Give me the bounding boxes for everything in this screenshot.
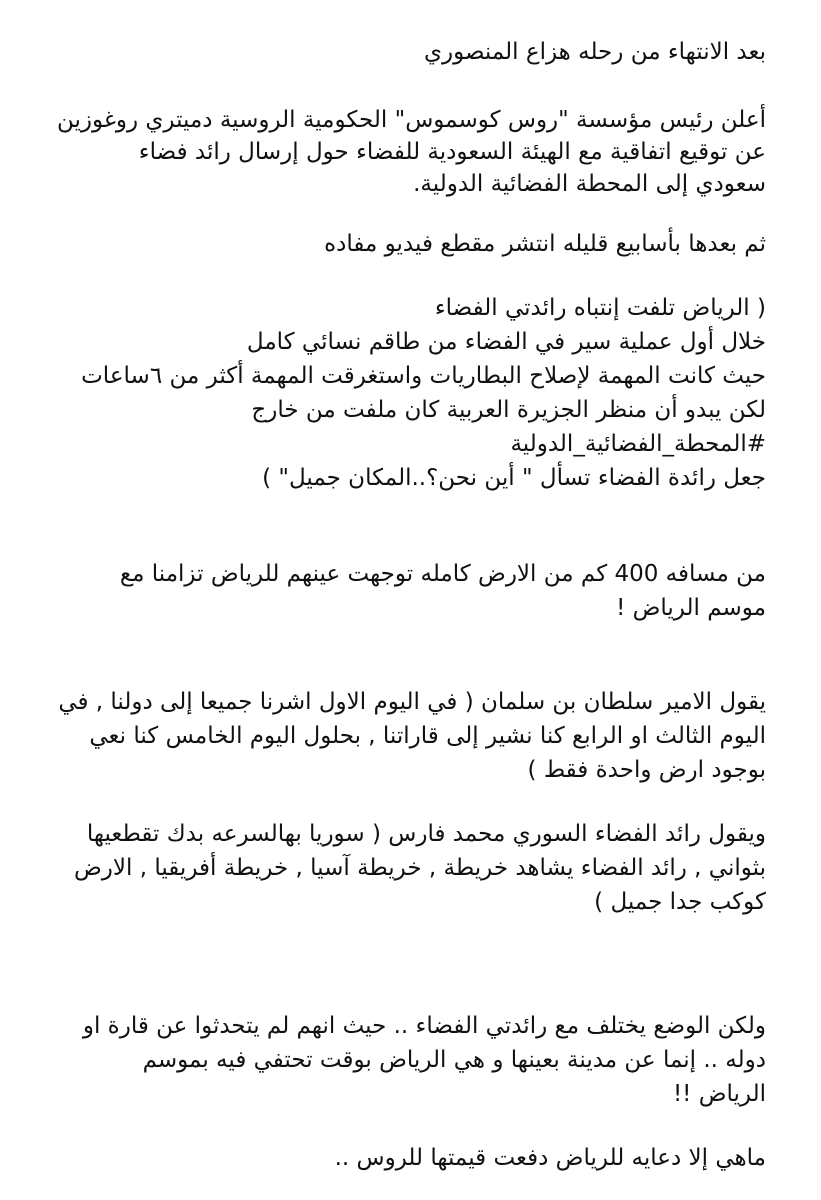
text-line: ولكن الوضع يختلف مع رائدتي الفضاء .. حيث انهم لم يتحدثوا عن قارة او bbox=[82, 1013, 766, 1039]
text-line: ماهي إلا دعايه للرياض دفعت قيمتها للروس .. bbox=[334, 1145, 766, 1171]
text-line: كوكب جدا جميل ) bbox=[594, 889, 766, 915]
text-line: بعد الانتهاء من رحله هزاع المنصوري bbox=[423, 39, 766, 65]
text-line: لكن يبدو أن منظر الجزيرة العربية كان ملفت من خارج bbox=[251, 397, 766, 423]
text-line: ( الرياض تلفت إنتباه رائدتي الفضاء bbox=[434, 295, 766, 321]
text-line: يقول الامير سلطان بن سلمان ( في اليوم الاول اشرنا جميعا إلى دولنا , في bbox=[58, 689, 766, 715]
text-line: بثواني , رائد الفضاء يشاهد خريطة , خريطة آسيا , خريطة أفريقيا , الارض bbox=[74, 855, 766, 881]
text-line: ثم بعدها بأسابيع قليله انتشر مقطع فيديو مفاده bbox=[324, 231, 766, 257]
text-line: جعل رائدة الفضاء تسأل " أين نحن؟..المكان جميل" ) bbox=[262, 465, 766, 491]
text-line: حيث كانت المهمة لإصلاح البطاريات واستغرقت المهمة أكثر من ٦ساعات bbox=[81, 363, 766, 389]
text-line: عن توقيع اتفاقية مع الهيئة السعودية للفضاء حول إرسال رائد فضاء bbox=[138, 139, 766, 165]
text-line: دوله .. إنما عن مدينة بعينها و هي الرياض بوقت تحتفي فيه بموسم bbox=[142, 1047, 766, 1073]
text-line: خلال أول عملية سير في الفضاء من طاقم نسائي كامل bbox=[246, 329, 766, 355]
text-line: أعلن رئيس مؤسسة "روس كوسموس" الحكومية الروسية دميتري روغوزين bbox=[56, 107, 766, 133]
text-line: سعودي إلى المحطة الفضائية الدولية. bbox=[413, 171, 766, 197]
hashtag-link[interactable]: #المحطة_الفضائية_الدولية bbox=[510, 431, 766, 457]
text-line: من مسافه 400 كم من الارض كامله توجهت عينهم للرياض تزامنا مع bbox=[119, 561, 766, 587]
text-line: ويقول رائد الفضاء السوري محمد فارس ( سوريا بهالسرعه بدك تقطعيها bbox=[86, 821, 766, 847]
text-line: الرياض !! bbox=[672, 1081, 766, 1107]
text-line: بوجود ارض واحدة فقط ) bbox=[527, 757, 766, 783]
text-line: اليوم الثالث او الرابع كنا نشير إلى قاراتنا , بحلول اليوم الخامس كنا نعي bbox=[89, 723, 766, 749]
text-line: موسم الرياض ! bbox=[616, 595, 766, 621]
